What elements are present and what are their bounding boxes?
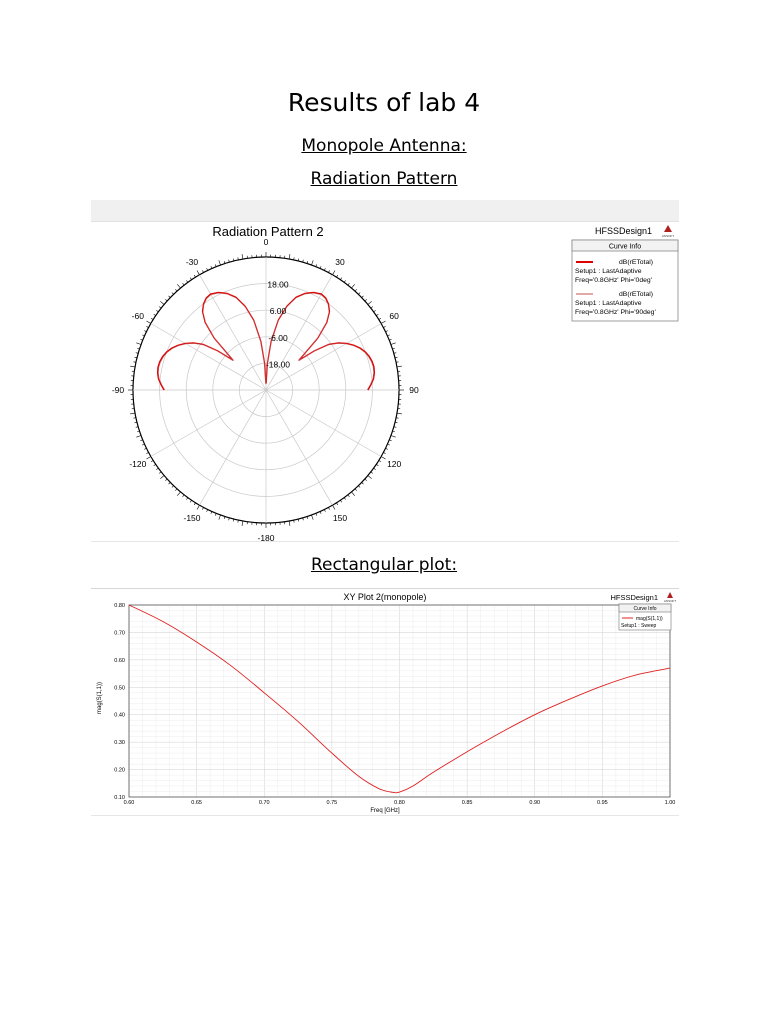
polar-radial-label: 18.00 — [267, 279, 289, 290]
polar-angle-label: 30 — [335, 256, 345, 267]
polar-tick — [197, 505, 200, 509]
polar-project-name: HFSSDesign1 — [594, 226, 652, 236]
polar-tick — [365, 479, 367, 481]
polar-tick — [154, 314, 156, 315]
polar-tick — [362, 482, 364, 484]
polar-angle-label: 60 — [389, 311, 399, 321]
polar-tick — [336, 503, 337, 505]
polar-tick — [371, 472, 373, 474]
xy-x-axis-label: Freq [GHz] — [370, 808, 400, 814]
polar-tick — [333, 505, 336, 509]
polar-tick — [376, 314, 378, 315]
polar-tick — [177, 284, 180, 288]
polar-tick — [146, 321, 150, 324]
polar-legend-setup-phi0: Setup1 : LastAdaptive — [575, 268, 642, 275]
polar-tick — [242, 521, 243, 526]
polar-tick — [190, 278, 191, 280]
xy-chart-title: XY Plot 2(monopole) — [343, 592, 427, 602]
polar-tick — [183, 283, 185, 285]
xy-x-tick-label: 0.95 — [597, 800, 608, 806]
polar-tick — [130, 413, 135, 414]
polar-spoke — [200, 275, 267, 390]
xy-legend-header: Curve Info — [633, 606, 657, 612]
svg-text:ANSOFT: ANSOFT — [661, 234, 675, 238]
polar-tick — [190, 500, 191, 502]
polar-tick — [175, 489, 177, 491]
xy-legend — [619, 604, 671, 630]
polar-spoke — [200, 390, 267, 505]
polar-tick — [348, 495, 350, 497]
xy-grid — [129, 605, 670, 797]
polar-angle-label: -90 — [111, 385, 125, 395]
xy-y-tick-label: 0.20 — [114, 767, 125, 774]
polar-tick — [381, 321, 385, 324]
xy-x-tick-label: 0.80 — [394, 800, 405, 806]
polar-angle-label: 0 — [263, 237, 269, 247]
xy-y-tick-label: 0.30 — [114, 740, 125, 747]
polar-grid — [128, 252, 404, 528]
polar-tick — [289, 254, 290, 259]
polar-tick — [197, 270, 200, 274]
radiation-pattern-figure — [91, 200, 679, 542]
polar-tick — [169, 296, 171, 298]
polar-tick — [219, 260, 221, 265]
polar-angle-label: 150 — [332, 513, 348, 524]
polar-tick — [379, 318, 381, 319]
polar-tick — [381, 457, 385, 460]
section-rectangular-plot: Rectangular plot: — [310, 555, 458, 575]
polar-radial-label: 6.00 — [269, 306, 287, 317]
xy-y-tick-label: 0.70 — [114, 630, 125, 637]
polar-legend — [572, 240, 678, 321]
polar-tick — [397, 366, 402, 367]
polar-tick — [130, 366, 135, 367]
polar-tick — [175, 289, 177, 291]
polar-tick — [365, 299, 367, 301]
polar-tick — [333, 270, 336, 274]
polar-tick — [340, 500, 341, 502]
polar-tick — [165, 299, 167, 301]
polar-tick — [348, 283, 350, 285]
polar-legend-name-phi0: dB(rETotal) — [619, 259, 653, 266]
polar-tick — [376, 464, 378, 465]
polar-tick — [151, 318, 153, 319]
xy-x-tick-label: 0.85 — [461, 800, 473, 806]
polar-legend-name-phi90: dB(rETotal) — [619, 291, 653, 298]
polar-angle-label: -120 — [129, 459, 147, 469]
polar-series-phi90-left — [158, 293, 266, 390]
polar-tick — [194, 503, 195, 505]
polar-angle-label: 120 — [387, 459, 402, 469]
polar-tick — [289, 521, 290, 526]
subtitle-monopole-antenna: Monopole Antenna: — [301, 136, 467, 156]
xy-x-tick-label: 0.90 — [529, 800, 541, 806]
polar-tick — [154, 464, 156, 465]
polar-series-left — [158, 292, 266, 390]
polar-tick — [165, 479, 167, 481]
xy-y-tick-label: 0.50 — [114, 685, 125, 692]
polar-tick — [219, 515, 221, 520]
xy-y-tick-label: 0.10 — [114, 795, 125, 801]
polar-radial-label: -18.00 — [265, 359, 291, 370]
polar-tick — [186, 280, 187, 282]
polar-tick — [169, 482, 171, 484]
document-title: Results of lab 4 — [287, 88, 481, 117]
polar-tick — [358, 293, 360, 295]
polar-tick — [379, 460, 381, 461]
polar-tick — [242, 254, 243, 259]
ansoft-logo — [662, 225, 674, 238]
polar-tick — [159, 307, 161, 309]
xy-y-tick-label: 0.80 — [114, 603, 125, 609]
polar-tick — [159, 472, 161, 474]
rectangular-plot-figure — [91, 588, 679, 816]
polar-tick — [146, 457, 150, 460]
xy-legend-setup: Setup1 : Sweep — [621, 623, 657, 629]
polar-legend-header: Curve Info — [608, 243, 642, 251]
polar-tick — [136, 435, 141, 437]
polar-tick — [311, 260, 313, 265]
polar-tick — [374, 310, 376, 311]
polar-tick — [172, 486, 174, 488]
polar-tick — [344, 498, 345, 500]
polar-tick — [177, 492, 180, 496]
polar-chart — [91, 200, 679, 542]
polar-legend-setup-phi90: Setup1 : LastAdaptive — [575, 300, 642, 307]
polar-spoke — [266, 390, 381, 457]
polar-tick — [371, 307, 373, 309]
polar-tick — [391, 435, 396, 437]
polar-tick — [151, 460, 153, 461]
xy-x-tick-label: 0.65 — [191, 800, 202, 806]
polar-tick — [358, 486, 360, 488]
polar-spoke — [151, 390, 266, 457]
polar-legend-params-phi90: Freq='0.8GHz' Phi='90deg' — [575, 309, 656, 316]
polar-tick — [311, 515, 313, 520]
xy-ansoft-logo — [664, 592, 676, 603]
polar-tick — [368, 475, 372, 478]
polar-tick — [374, 468, 376, 469]
xy-x-tick-label: 1.00 — [664, 800, 676, 806]
polar-legend-params-phi0: Freq='0.8GHz' Phi='0deg' — [575, 277, 652, 284]
polar-radial-label: -6.00 — [268, 332, 288, 343]
polar-tick — [397, 413, 402, 414]
xy-x-tick-label: 0.70 — [258, 800, 270, 806]
polar-tick — [156, 310, 158, 311]
polar-angle-label: -180 — [257, 533, 275, 542]
svg-text:ANSOFT: ANSOFT — [663, 599, 677, 603]
polar-angle-label: 90 — [409, 385, 419, 395]
polar-tick — [344, 280, 345, 282]
polar-tick — [391, 343, 396, 345]
xy-legend-name: mag(S(1,1)) — [636, 616, 663, 622]
polar-tick — [160, 475, 164, 478]
polar-tick — [194, 275, 195, 277]
xy-y-axis-label: mag(S(1,1)) — [97, 681, 103, 715]
polar-spoke — [266, 390, 333, 505]
polar-tick — [336, 275, 337, 277]
xy-tick-labels — [114, 603, 675, 806]
xy-x-tick-label: 0.60 — [123, 800, 135, 806]
polar-tick — [156, 468, 158, 469]
polar-tick — [355, 289, 357, 291]
xy-x-tick-label: 0.75 — [326, 800, 338, 806]
xy-project-name: HFSSDesign1 — [610, 593, 658, 602]
xy-chart — [91, 588, 679, 816]
xy-y-tick-label: 0.60 — [114, 657, 125, 664]
polar-tick — [355, 489, 357, 491]
polar-tick — [368, 301, 372, 304]
polar-chart-title: Radiation Pattern 2 — [212, 224, 324, 239]
polar-tick — [136, 343, 141, 345]
polar-angle-label: -150 — [183, 513, 201, 524]
polar-tick — [351, 492, 354, 496]
polar-tick — [362, 296, 364, 298]
polar-tick — [186, 498, 187, 500]
polar-spoke — [151, 324, 266, 391]
polar-tick — [160, 301, 164, 304]
polar-tick — [351, 284, 354, 288]
polar-angle-label: -60 — [131, 311, 144, 321]
polar-tick — [340, 278, 341, 280]
section-radiation-pattern: Radiation Pattern — [310, 169, 458, 189]
polar-angle-label: -30 — [185, 256, 199, 267]
xy-y-tick-label: 0.40 — [114, 712, 125, 719]
polar-tick — [183, 495, 185, 497]
polar-tick — [172, 293, 174, 295]
